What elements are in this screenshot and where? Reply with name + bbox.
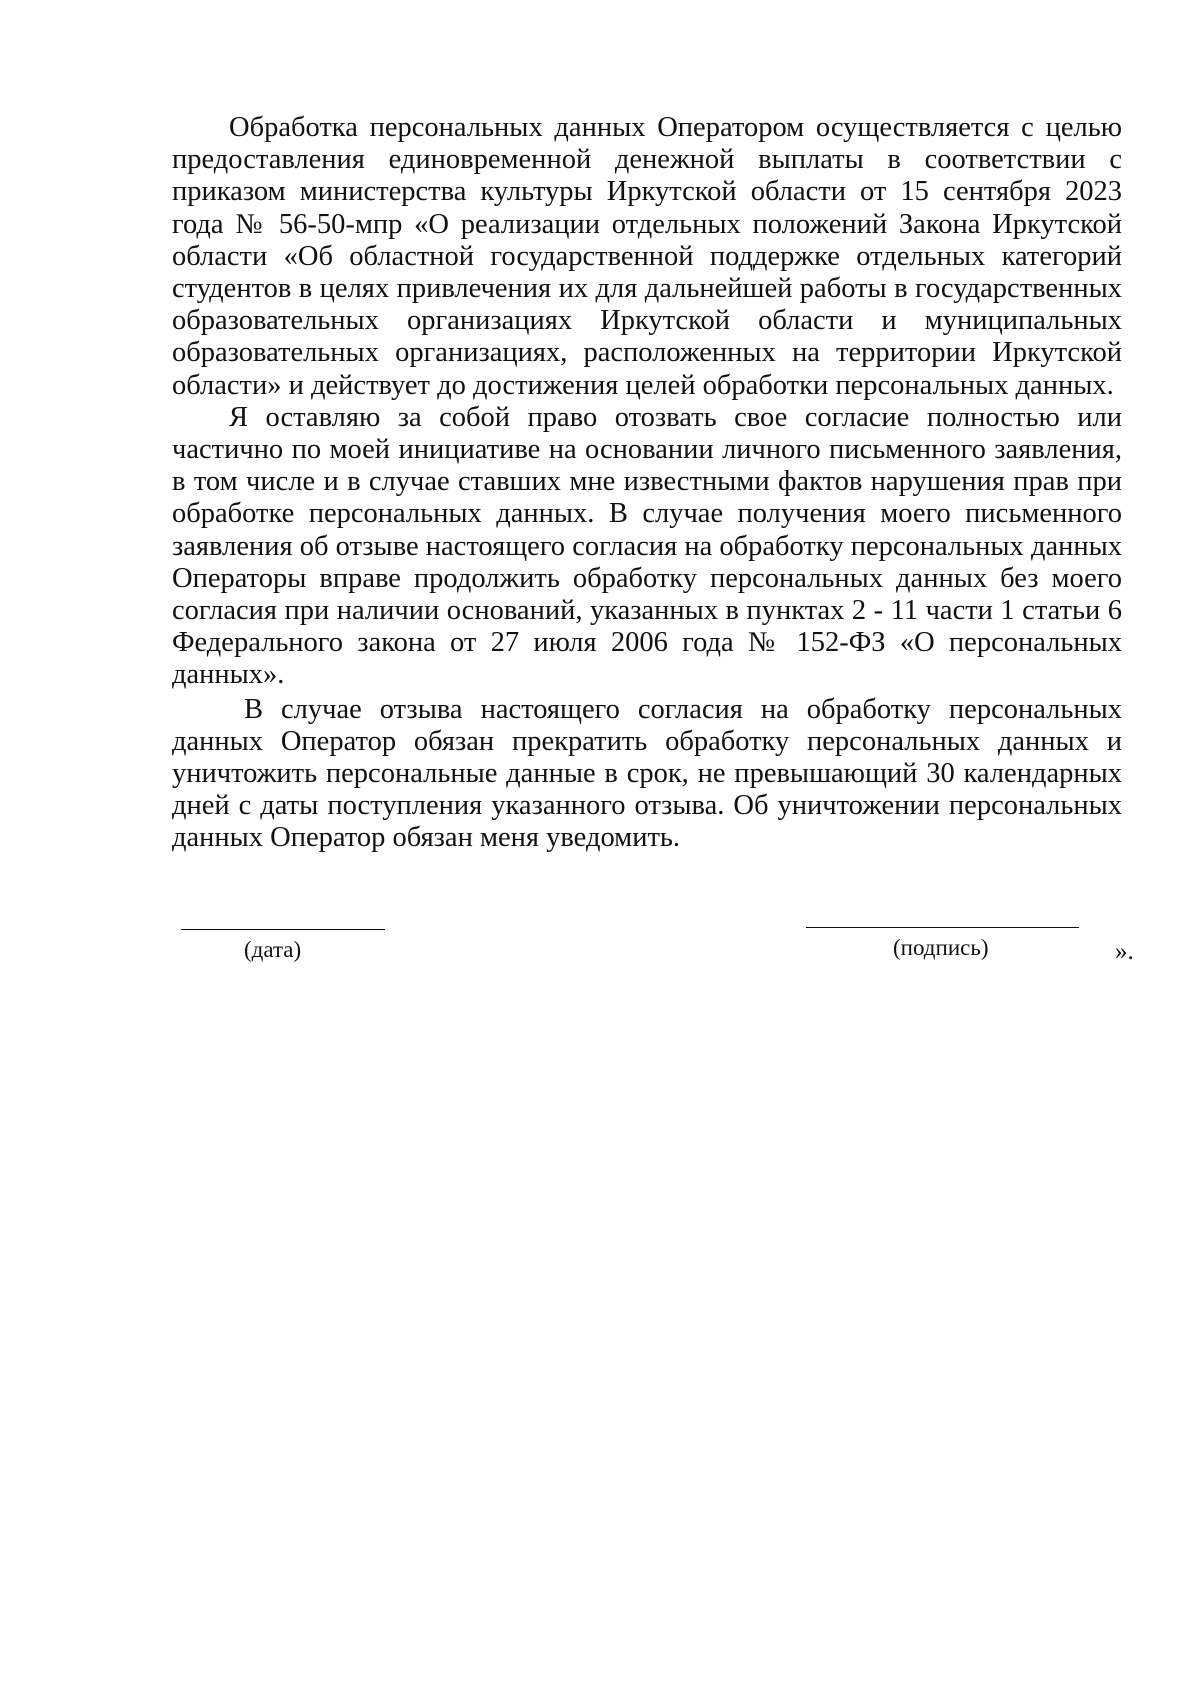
signature-line (806, 927, 1079, 928)
paragraph-processing-purpose: Обработка персональных данных Оператором осуществляется с целью предоставления единовременной денежной выплаты в соответствии с приказом министерства культуры Иркутской области от 15 сентября 2023 года № 56-50-мпр «О реализации отдельных положений Закона Иркутской области «Об областной государственной поддержке отдельных категорий студентов в целях привлечения их для дальнейшей работы в государственных образовательных организациях Иркутской области и муниципальных образовательных организациях, расположенных на территории Иркутской области» и действует до достижения целей обработки персональных данных. (172, 112, 1122, 401)
signature-label: (подпись) (893, 935, 989, 960)
paragraph-consent-withdrawal-right: Я оставляю за собой право отозвать свое согласие полностью или частично по моей инициативе на основании личного письменного заявления, в том числе и в случае ставших мне известными фактов нарушения прав при обработке персональных данных. В случае получения моего письменного заявления об отзыве настоящего согласия на обработку персональных данных Операторы вправе продолжить обработку персональных данных без моего согласия при наличии оснований, указанных в пунктах 2 - 11 части 1 статьи 6 Федерального закона от 27 июля 2006 года № 152-ФЗ «О персональных данных». (172, 401, 1122, 691)
paragraph-data-destruction: В случае отзыва настоящего согласия на обработку персональных данных Оператор обязан прекратить обработку персональных данных и уничтожить персональные данные в срок, не превышающий 30 календарных дней с даты поступления указанного отзыва. Об уничтожении персональных данных Оператор обязан меня уведомить. (172, 693, 1122, 854)
document-body (172, 112, 1122, 855)
date-signature-line (181, 929, 385, 930)
closing-quote-mark: ». (1115, 938, 1134, 965)
date-label: (дата) (244, 937, 302, 962)
